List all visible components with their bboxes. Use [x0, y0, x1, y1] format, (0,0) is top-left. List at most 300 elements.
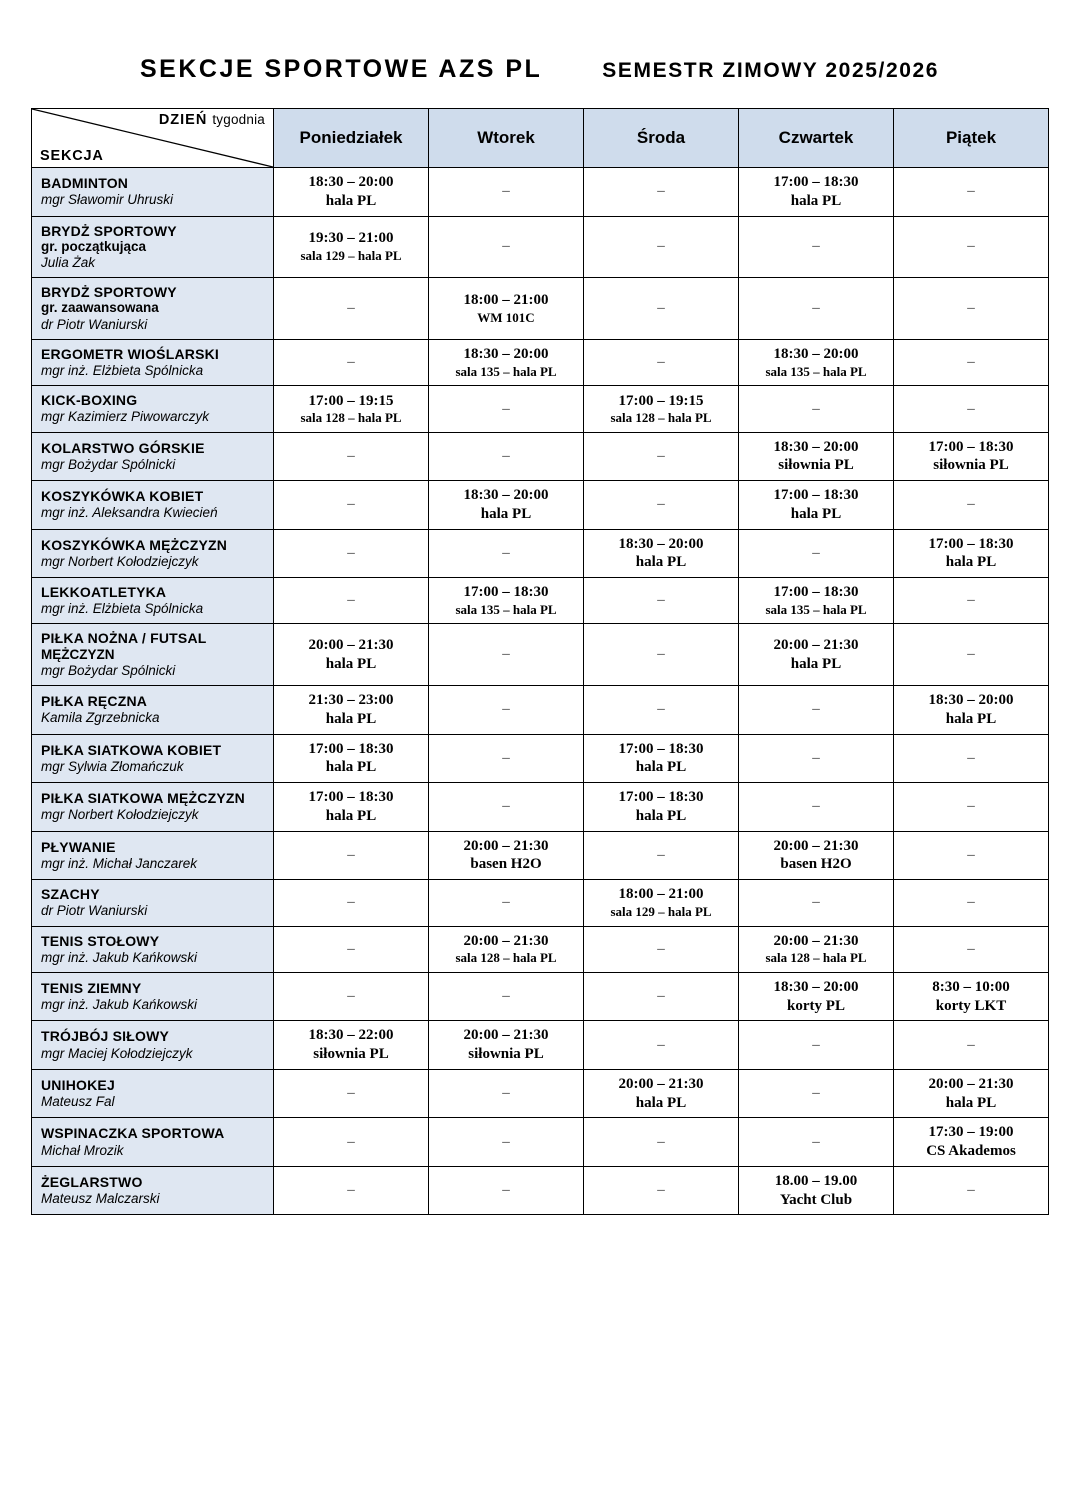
table-row	[32, 926, 1049, 972]
section-teacher: Kamila Zgrzebnicka	[41, 710, 160, 726]
empty-mark: –	[347, 544, 355, 561]
empty-mark: –	[502, 1085, 510, 1102]
table-row	[32, 216, 1049, 278]
class-time: 17:00 – 18:30	[618, 789, 704, 806]
empty-mark: –	[502, 447, 510, 464]
empty-mark: –	[812, 1085, 820, 1102]
corner-section-label: SEKCJA	[40, 148, 104, 164]
empty-mark: –	[657, 940, 665, 957]
section-teacher: Mateusz Fal	[41, 1094, 115, 1109]
section-cell	[32, 386, 274, 432]
schedule-cell	[894, 734, 1049, 783]
empty-mark: –	[812, 544, 820, 561]
empty-mark: –	[967, 894, 975, 911]
corner-day-label	[159, 112, 265, 128]
empty-mark: –	[812, 300, 820, 317]
empty-mark: –	[502, 701, 510, 718]
section-teacher: Julia Żak	[41, 255, 96, 271]
empty-mark: –	[347, 940, 355, 957]
schedule-cell	[274, 168, 429, 217]
empty-mark: –	[347, 1182, 355, 1199]
schedule-cell	[274, 278, 429, 340]
schedule-cell	[429, 168, 584, 217]
schedule-cell	[274, 926, 429, 972]
schedule-cell	[894, 686, 1049, 735]
empty-mark: –	[347, 354, 355, 371]
schedule-cell	[894, 340, 1049, 386]
class-time: 20:00 – 21:30	[618, 1075, 704, 1092]
class-location: hala PL	[635, 759, 687, 776]
section-teacher: Michał Mrozik	[41, 1142, 124, 1158]
class-time: 8:30 – 10:00	[932, 978, 1010, 995]
class-time: 17:00 – 19:15	[618, 392, 704, 409]
schedule-cell	[274, 386, 429, 432]
schedule-cell	[894, 926, 1049, 972]
schedule-cell	[429, 1118, 584, 1167]
section-name-secondary: MĘŻCZYZN	[41, 646, 115, 662]
empty-mark: –	[812, 701, 820, 718]
section-cell	[32, 1166, 274, 1215]
empty-mark: –	[812, 238, 820, 255]
class-location: hala PL	[635, 1094, 687, 1111]
class-time: 17:00 – 18:30	[308, 740, 394, 757]
schedule-cell	[739, 734, 894, 783]
schedule-cell	[739, 926, 894, 972]
schedule-cell	[429, 880, 584, 926]
schedule-cell	[894, 386, 1049, 432]
section-teacher: mgr Sylwia Złomańczuk	[41, 758, 184, 774]
section-teacher: Mateusz Malczarski	[41, 1191, 160, 1206]
schedule-cell	[739, 386, 894, 432]
schedule-cell	[429, 783, 584, 832]
day-header-tuesday: Wtorek	[429, 109, 584, 168]
table-header-row	[32, 109, 1049, 168]
table-row	[32, 734, 1049, 783]
table-row	[32, 1166, 1049, 1215]
schedule-cell	[584, 340, 739, 386]
section-cell	[32, 432, 274, 481]
class-location: hala PL	[790, 192, 842, 209]
schedule-cell	[894, 783, 1049, 832]
empty-mark: –	[657, 646, 665, 663]
empty-mark: –	[967, 798, 975, 815]
empty-mark: –	[967, 354, 975, 371]
empty-mark: –	[657, 447, 665, 464]
class-location: sala 128 – hala PL	[300, 410, 402, 426]
schedule-cell	[429, 831, 584, 880]
schedule-cell	[274, 432, 429, 481]
day-header-friday: Piątek	[894, 109, 1049, 168]
section-cell	[32, 1069, 274, 1118]
schedule-cell	[274, 1021, 429, 1070]
schedule-cell	[894, 481, 1049, 530]
class-time: 20:00 – 21:30	[773, 637, 859, 654]
class-time: 17:00 – 18:30	[308, 789, 394, 806]
schedule-cell	[584, 216, 739, 278]
day-header-monday: Poniedziałek	[274, 109, 429, 168]
section-teacher: mgr inż. Elżbieta Spólnicka	[41, 601, 204, 617]
class-time: 17:00 – 18:30	[773, 584, 859, 601]
schedule-cell	[429, 624, 584, 686]
schedule-cell	[274, 972, 429, 1021]
class-location: sala 135 – hala PL	[765, 363, 867, 379]
table-corner-header	[32, 109, 274, 168]
section-name: TENIS STOŁOWY	[41, 932, 160, 949]
section-name: WSPINACZKA SPORTOWA	[41, 1125, 225, 1142]
schedule-cell	[274, 216, 429, 278]
schedule-cell	[739, 1118, 894, 1167]
section-teacher: mgr Norbert Kołodziejczyk	[41, 807, 199, 823]
empty-mark: –	[967, 1182, 975, 1199]
section-name: BADMINTON	[41, 175, 129, 192]
class-time: 18:30 – 20:00	[463, 487, 549, 504]
class-location: hala PL	[480, 505, 532, 522]
section-name: PIŁKA NOŻNA / FUTSAL	[41, 630, 207, 647]
class-location: korty PL	[787, 997, 845, 1014]
class-time: 17:00 – 18:30	[773, 487, 859, 504]
section-teacher: mgr Bożydar Spólnicki	[41, 663, 176, 679]
empty-mark: –	[967, 183, 975, 200]
schedule-cell	[584, 926, 739, 972]
class-time: 17:00 – 18:30	[618, 740, 704, 757]
class-time: 21:30 – 23:00	[308, 692, 394, 709]
table-row	[32, 972, 1049, 1021]
class-location: sala 128 – hala PL	[765, 950, 867, 966]
class-time: 18:00 – 21:00	[463, 292, 549, 309]
section-cell	[32, 624, 274, 686]
schedule-cell	[739, 340, 894, 386]
schedule-cell	[429, 686, 584, 735]
class-time: 18:30 – 22:00	[308, 1027, 394, 1044]
table-row	[32, 783, 1049, 832]
schedule-cell	[894, 168, 1049, 217]
class-location: Yacht Club	[779, 1191, 853, 1208]
section-name: ERGOMETR WIOŚLARSKI	[41, 346, 220, 363]
class-time: 17:00 – 18:30	[773, 174, 859, 190]
class-time: 18.00 – 19.00	[774, 1172, 858, 1189]
corner-day-subtext: tygodnia	[212, 112, 265, 127]
document-title-row	[30, 55, 1050, 84]
class-time: 17:30 – 19:00	[928, 1124, 1014, 1141]
empty-mark: –	[502, 646, 510, 663]
schedule-table	[31, 108, 1049, 1215]
empty-mark: –	[502, 894, 510, 911]
schedule-cell	[429, 734, 584, 783]
class-time: 18:30 – 20:00	[618, 535, 704, 552]
class-location: hala PL	[635, 807, 687, 824]
section-teacher: mgr Maciej Kołodziejczyk	[41, 1045, 193, 1061]
class-time: 18:30 – 20:00	[773, 978, 859, 995]
class-location: hala PL	[325, 710, 377, 727]
empty-mark: –	[502, 183, 510, 200]
schedule-cell	[274, 340, 429, 386]
empty-mark: –	[967, 749, 975, 766]
schedule-cell	[584, 686, 739, 735]
schedule-cell	[584, 481, 739, 530]
schedule-cell	[894, 972, 1049, 1021]
empty-mark: –	[347, 1085, 355, 1102]
schedule-cell	[584, 432, 739, 481]
schedule-cell	[274, 1069, 429, 1118]
schedule-cell	[894, 432, 1049, 481]
table-row	[32, 578, 1049, 624]
class-location: siłownia PL	[933, 457, 1009, 474]
table-row	[32, 481, 1049, 530]
section-teacher: dr Piotr Waniurski	[41, 903, 148, 919]
schedule-cell	[894, 880, 1049, 926]
empty-mark: –	[502, 798, 510, 815]
section-cell	[32, 1021, 274, 1070]
section-name: TENIS ZIEMNY	[41, 979, 142, 996]
table-row	[32, 278, 1049, 340]
empty-mark: –	[812, 1133, 820, 1150]
day-header-wednesday: Środa	[584, 109, 739, 168]
section-cell	[32, 481, 274, 530]
empty-mark: –	[812, 894, 820, 911]
section-name: BRYDŻ SPORTOWY	[41, 222, 177, 239]
table-row	[32, 529, 1049, 578]
empty-mark: –	[347, 988, 355, 1005]
table-row	[32, 624, 1049, 686]
class-time: 18:00 – 21:00	[618, 886, 704, 903]
section-name: KOLARSTWO GÓRSKIE	[41, 439, 205, 456]
table-row	[32, 880, 1049, 926]
schedule-cell	[739, 831, 894, 880]
schedule-cell	[584, 1166, 739, 1215]
section-cell	[32, 926, 274, 972]
empty-mark: –	[657, 354, 665, 371]
schedule-cell	[894, 578, 1049, 624]
schedule-cell	[894, 1118, 1049, 1167]
empty-mark: –	[502, 238, 510, 255]
empty-mark: –	[657, 1036, 665, 1053]
empty-mark: –	[502, 1182, 510, 1199]
section-teacher: mgr inż. Michał Janczarek	[41, 855, 198, 871]
empty-mark: –	[967, 238, 975, 255]
schedule-cell	[894, 1069, 1049, 1118]
empty-mark: –	[812, 749, 820, 766]
schedule-cell	[739, 529, 894, 578]
class-time: 18:30 – 20:00	[308, 174, 394, 190]
class-location: sala 129 – hala PL	[610, 904, 712, 920]
class-time: 17:00 – 18:30	[463, 584, 549, 601]
class-time: 20:00 – 21:30	[308, 637, 394, 654]
table-row	[32, 831, 1049, 880]
schedule-cell	[739, 880, 894, 926]
section-teacher: mgr Norbert Kołodziejczyk	[41, 553, 199, 569]
table-row	[32, 340, 1049, 386]
section-teacher: mgr inż. Aleksandra Kwiecień	[41, 505, 218, 521]
class-time: 19:30 – 21:00	[308, 230, 394, 247]
schedule-cell	[894, 529, 1049, 578]
class-location: hala PL	[325, 655, 377, 672]
class-location: hala PL	[945, 554, 997, 571]
schedule-body	[32, 168, 1049, 1215]
section-cell	[32, 340, 274, 386]
empty-mark: –	[657, 496, 665, 513]
section-teacher: mgr Bożydar Spólnicki	[41, 456, 176, 472]
schedule-cell	[429, 216, 584, 278]
schedule-cell	[584, 831, 739, 880]
class-time: 17:00 – 18:30	[928, 438, 1014, 455]
class-location: hala PL	[635, 554, 687, 571]
table-row	[32, 432, 1049, 481]
class-time: 20:00 – 21:30	[773, 932, 859, 949]
empty-mark: –	[657, 300, 665, 317]
empty-mark: –	[967, 400, 975, 417]
section-cell	[32, 880, 274, 926]
schedule-cell	[429, 1021, 584, 1070]
class-location: korty LKT	[935, 997, 1007, 1014]
schedule-cell	[274, 783, 429, 832]
empty-mark: –	[967, 646, 975, 663]
schedule-cell	[584, 578, 739, 624]
class-time: 20:00 – 21:30	[463, 837, 549, 854]
class-location: sala 128 – hala PL	[610, 410, 712, 426]
section-cell	[32, 578, 274, 624]
section-cell	[32, 686, 274, 735]
class-location: hala PL	[790, 505, 842, 522]
schedule-cell	[894, 278, 1049, 340]
section-cell	[32, 529, 274, 578]
schedule-cell	[274, 578, 429, 624]
schedule-cell	[739, 216, 894, 278]
schedule-cell	[584, 972, 739, 1021]
empty-mark: –	[657, 183, 665, 200]
schedule-cell	[429, 481, 584, 530]
class-location: basen H2O	[470, 856, 542, 873]
empty-mark: –	[502, 1133, 510, 1150]
schedule-cell	[429, 340, 584, 386]
class-location: CS Akademos	[926, 1143, 1016, 1160]
table-row	[32, 386, 1049, 432]
schedule-cell	[584, 386, 739, 432]
schedule-cell	[429, 972, 584, 1021]
section-cell	[32, 783, 274, 832]
empty-mark: –	[347, 846, 355, 863]
schedule-cell	[274, 529, 429, 578]
section-name-secondary: gr. początkująca	[41, 238, 147, 254]
class-location: hala PL	[325, 807, 377, 824]
schedule-cell	[429, 278, 584, 340]
section-teacher: mgr Kazimierz Piwowarczyk	[41, 409, 210, 425]
empty-mark: –	[967, 496, 975, 513]
empty-mark: –	[967, 300, 975, 317]
class-time: 17:00 – 19:15	[308, 392, 394, 409]
schedule-cell	[739, 432, 894, 481]
table-row	[32, 686, 1049, 735]
class-location: sala 135 – hala PL	[455, 602, 557, 618]
schedule-cell	[274, 481, 429, 530]
schedule-cell	[739, 578, 894, 624]
empty-mark: –	[967, 940, 975, 957]
empty-mark: –	[502, 988, 510, 1005]
section-name: KOSZYKÓWKA MĘŻCZYZN	[41, 536, 228, 553]
schedule-cell	[739, 1166, 894, 1215]
empty-mark: –	[657, 1133, 665, 1150]
corner-day-text: DZIEŃ	[158, 112, 208, 128]
section-name: UNIHOKEJ	[41, 1076, 115, 1093]
class-location: hala PL	[945, 1094, 997, 1111]
empty-mark: –	[967, 1036, 975, 1053]
schedule-cell	[739, 686, 894, 735]
class-time: 17:00 – 18:30	[928, 535, 1014, 552]
page-title: SEKCJE SPORTOWE AZS PL	[140, 55, 543, 83]
schedule-cell	[584, 624, 739, 686]
empty-mark: –	[967, 592, 975, 609]
class-time: 20:00 – 21:30	[928, 1075, 1014, 1092]
class-location: sala 128 – hala PL	[455, 950, 557, 966]
class-location: sala 135 – hala PL	[765, 602, 867, 618]
schedule-cell	[274, 1118, 429, 1167]
schedule-cell	[429, 1166, 584, 1215]
empty-mark: –	[347, 496, 355, 513]
class-time: 18:30 – 20:00	[773, 346, 859, 363]
section-cell	[32, 734, 274, 783]
class-location: hala PL	[945, 710, 997, 727]
table-row	[32, 1069, 1049, 1118]
class-location: siłownia PL	[313, 1046, 389, 1063]
section-name: SZACHY	[41, 886, 100, 903]
schedule-cell	[584, 1021, 739, 1070]
class-location: hala PL	[790, 655, 842, 672]
schedule-cell	[274, 831, 429, 880]
section-teacher: dr Piotr Waniurski	[41, 316, 148, 332]
class-location: hala PL	[325, 192, 377, 209]
section-name: PŁYWANIE	[41, 838, 116, 855]
empty-mark: –	[502, 544, 510, 561]
schedule-cell	[739, 972, 894, 1021]
section-cell	[32, 216, 274, 278]
schedule-cell	[429, 529, 584, 578]
schedule-cell	[584, 1118, 739, 1167]
day-header-thursday: Czwartek	[739, 109, 894, 168]
table-row	[32, 1118, 1049, 1167]
schedule-cell	[429, 926, 584, 972]
schedule-cell	[584, 783, 739, 832]
section-cell	[32, 168, 274, 217]
schedule-cell	[894, 216, 1049, 278]
empty-mark: –	[657, 701, 665, 718]
schedule-cell	[894, 831, 1049, 880]
empty-mark: –	[967, 846, 975, 863]
section-name: LEKKOATLETYKA	[41, 584, 167, 601]
section-teacher: mgr inż. Jakub Kańkowski	[41, 997, 198, 1012]
schedule-cell	[739, 168, 894, 217]
class-location: hala PL	[325, 759, 377, 776]
schedule-cell	[584, 880, 739, 926]
page-subtitle: SEMESTR ZIMOWY 2025/2026	[602, 59, 940, 82]
empty-mark: –	[502, 749, 510, 766]
empty-mark: –	[657, 846, 665, 863]
table-row	[32, 1021, 1049, 1070]
schedule-cell	[584, 278, 739, 340]
class-time: 20:00 – 21:30	[773, 837, 859, 854]
schedule-cell	[739, 1021, 894, 1070]
schedule-cell	[274, 1166, 429, 1215]
schedule-cell	[274, 624, 429, 686]
class-time: 18:30 – 20:00	[773, 438, 859, 455]
schedule-cell	[584, 529, 739, 578]
empty-mark: –	[812, 1036, 820, 1053]
schedule-cell	[584, 168, 739, 217]
class-time: 20:00 – 21:30	[463, 1027, 549, 1044]
section-name-secondary: gr. zaawansowana	[41, 300, 159, 316]
class-location: WM 101C	[477, 309, 535, 325]
empty-mark: –	[657, 238, 665, 255]
empty-mark: –	[657, 592, 665, 609]
schedule-cell	[429, 578, 584, 624]
